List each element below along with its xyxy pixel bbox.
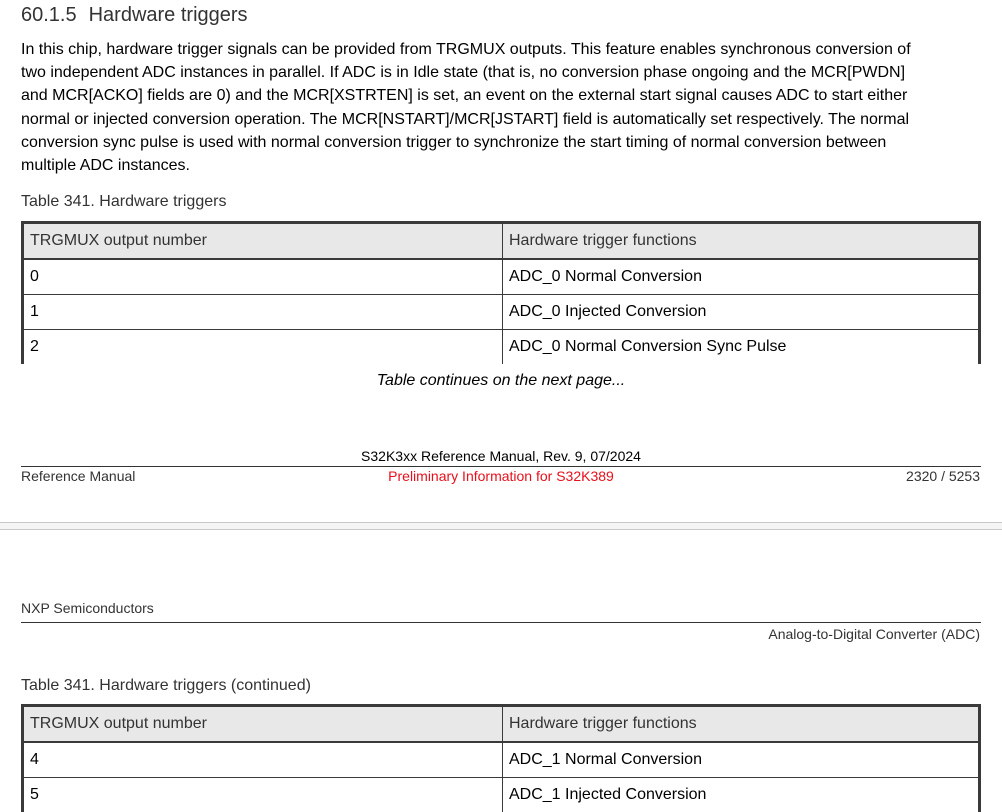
column-header-functions: Hardware trigger functions bbox=[503, 706, 980, 743]
footer-preliminary-notice: Preliminary Information for S32K389 bbox=[0, 468, 1002, 484]
table-header-row bbox=[23, 706, 980, 743]
hardware-triggers-table bbox=[21, 221, 981, 364]
table-row bbox=[23, 259, 980, 295]
table-continues-note: Table continues on the next page... bbox=[0, 372, 1002, 390]
footer-divider bbox=[21, 466, 981, 467]
table-row bbox=[23, 330, 980, 365]
table-row bbox=[23, 295, 980, 330]
cell-trgmux: 0 bbox=[23, 259, 503, 295]
header-chapter: Analog-to-Digital Converter (ADC) bbox=[768, 626, 980, 642]
table-caption: Table 341. Hardware triggers bbox=[21, 193, 226, 211]
cell-function: ADC_1 Normal Conversion bbox=[503, 742, 980, 778]
paragraph-line: multiple ADC instances. bbox=[21, 154, 986, 177]
table-row bbox=[23, 742, 980, 778]
section-title: Hardware triggers bbox=[89, 4, 248, 26]
cell-function: ADC_0 Injected Conversion bbox=[503, 295, 980, 330]
section-heading bbox=[21, 4, 248, 27]
cell-trgmux: 1 bbox=[23, 295, 503, 330]
paragraph-line: and MCR[ACKO] fields are 0) and the MCR[XSTRTEN] is set, an event on the external start signal causes ADC to start either bbox=[21, 84, 986, 107]
paragraph-line: In this chip, hardware trigger signals can be provided from TRGMUX outputs. This feature enables synchronous conversion of bbox=[21, 38, 986, 61]
cell-function: ADC_0 Normal Conversion bbox=[503, 259, 980, 295]
body-paragraph bbox=[21, 38, 986, 177]
table-caption-continued: Table 341. Hardware triggers (continued) bbox=[21, 677, 311, 695]
page-separator bbox=[0, 522, 1002, 530]
paragraph-line: two independent ADC instances in parallel. If ADC is in Idle state (that is, no conversion phase ongoing and the MCR[PWDN] bbox=[21, 61, 986, 84]
paragraph-line: conversion sync pulse is used with normal conversion trigger to synchronize the start timing of normal conversion between bbox=[21, 131, 986, 154]
header-divider bbox=[21, 622, 981, 623]
cell-trgmux: 5 bbox=[23, 778, 503, 812]
cell-trgmux: 2 bbox=[23, 330, 503, 365]
cell-trgmux: 4 bbox=[23, 742, 503, 778]
cell-function: ADC_0 Normal Conversion Sync Pulse bbox=[503, 330, 980, 365]
hardware-triggers-table-continued bbox=[21, 704, 981, 812]
page-number: 2320 / 5253 bbox=[906, 468, 980, 484]
table-row bbox=[23, 778, 980, 812]
paragraph-line: normal or injected conversion operation. The MCR[NSTART]/MCR[JSTART] field is automatically set respectively. The normal bbox=[21, 108, 986, 131]
cell-function: ADC_1 Injected Conversion bbox=[503, 778, 980, 812]
footer-document-title: S32K3xx Reference Manual, Rev. 9, 07/2024 bbox=[0, 448, 1002, 464]
footer-left-label: Reference Manual bbox=[21, 468, 135, 484]
header-company: NXP Semiconductors bbox=[21, 600, 154, 616]
column-header-functions: Hardware trigger functions bbox=[503, 223, 980, 260]
table-header-row bbox=[23, 223, 980, 260]
column-header-trgmux: TRGMUX output number bbox=[23, 223, 503, 260]
section-number: 60.1.5 bbox=[21, 4, 77, 26]
column-header-trgmux: TRGMUX output number bbox=[23, 706, 503, 743]
